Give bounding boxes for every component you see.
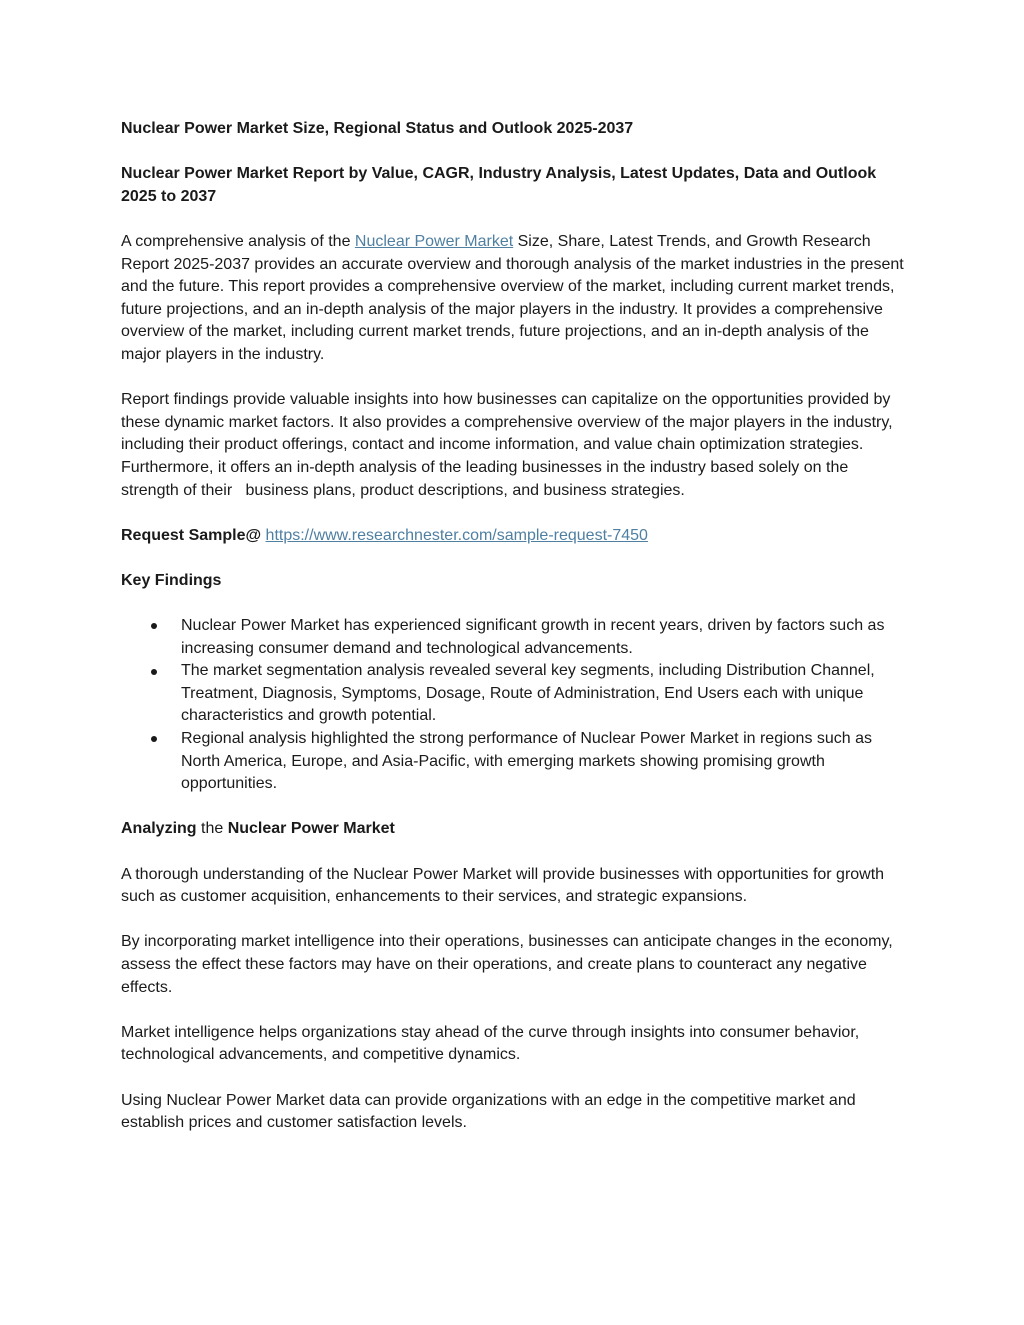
- nuclear-power-market-link[interactable]: Nuclear Power Market: [354, 232, 514, 250]
- bullet-icon: [150, 615, 158, 638]
- key-findings-heading: Key Findings: [121, 571, 222, 589]
- list-item: [181, 660, 907, 728]
- list-item: [181, 728, 907, 796]
- document-title: Nuclear Power Market Size, Regional Status and Outlook 2025-2037: [121, 120, 634, 137]
- list-item-text: Regional analysis highlighted the strong performance of Nuclear Power Market in regions such as North America, Europe, and Asia-Pacific, with emerging markets showing promising growth opportunities.: [181, 730, 873, 793]
- list-item-text: The market segmentation analysis revealed several key segments, including Distribution Channel, Treatment, Diagnosis, Symptoms, Dosage, Route of Administration, End Users each with unique characteristics and growth potential.: [181, 662, 875, 725]
- request-sample-link[interactable]: https://www.researchnester.com/sample-request-7450: [265, 526, 648, 544]
- intro-text-after-link: Size, Share, Latest Trends, and Growth Research Report 2025-2037 provides an accurate overview and thorough analysis of the market industries in the present and the future. This report provides a comprehensive overview of the market, including current market trends, future projections, and an in-depth analysis of the major players in the industry. It provides a comprehensive overview of the market, including current market trends, future projections, and an in-depth analysis of the major players in the industry.: [121, 232, 904, 363]
- analyzing-paragraph: By incorporating market intelligence into their operations, businesses can anticipate changes in the economy, assess the effect these factors may have on their operations, and create plans to counteract any negative effects.: [121, 933, 893, 996]
- intro-paragraph: [121, 231, 907, 367]
- document-page: [121, 118, 907, 1135]
- list-item-text: Nuclear Power Market has experienced significant growth in recent years, driven by factors such as increasing consumer demand and technological advancements.: [181, 617, 885, 657]
- request-sample-label: Request Sample@: [121, 526, 262, 544]
- analyzing-paragraph: Market intelligence helps organizations stay ahead of the curve through insights into consumer behavior, technological advancements, and competitive dynamics.: [121, 1023, 860, 1064]
- analyzing-heading-plain: the: [196, 820, 228, 838]
- analyzing-paragraph: A thorough understanding of the Nuclear Power Market will provide businesses with opportunities for growth such as customer acquisition, enhancements to their services, and strategic expansions.: [121, 865, 885, 906]
- list-item: [181, 615, 907, 660]
- key-findings-list: [121, 615, 907, 796]
- request-sample-line: [121, 525, 907, 548]
- analyzing-paragraph: Using Nuclear Power Market data can provide organizations with an edge in the competitive market and establish prices and customer satisfaction levels.: [121, 1091, 856, 1132]
- analyzing-heading-bold-1: Analyzing: [121, 820, 197, 838]
- analyzing-heading-bold-2: Nuclear Power Market: [227, 820, 395, 838]
- findings-paragraph: Report findings provide valuable insights into how businesses can capitalize on the opportunities provided by these dynamic market factors. It also provides a comprehensive overview of the major players in the industry, including their product offerings, contact and income information, and value chain optimization strategies. Furthermore, it offers an in-depth analysis of the leading businesses in the industry based solely on the strength of their business plans, product descriptions, and business strategies.: [121, 391, 898, 499]
- bullet-icon: [150, 728, 158, 751]
- intro-text-before-link: A comprehensive analysis of the: [121, 232, 355, 250]
- analyzing-heading: [121, 818, 907, 841]
- document-subtitle: Nuclear Power Market Report by Value, CAGR, Industry Analysis, Latest Updates, Data and Outlook 2025 to 2037: [121, 165, 877, 205]
- bullet-icon: [150, 660, 158, 683]
